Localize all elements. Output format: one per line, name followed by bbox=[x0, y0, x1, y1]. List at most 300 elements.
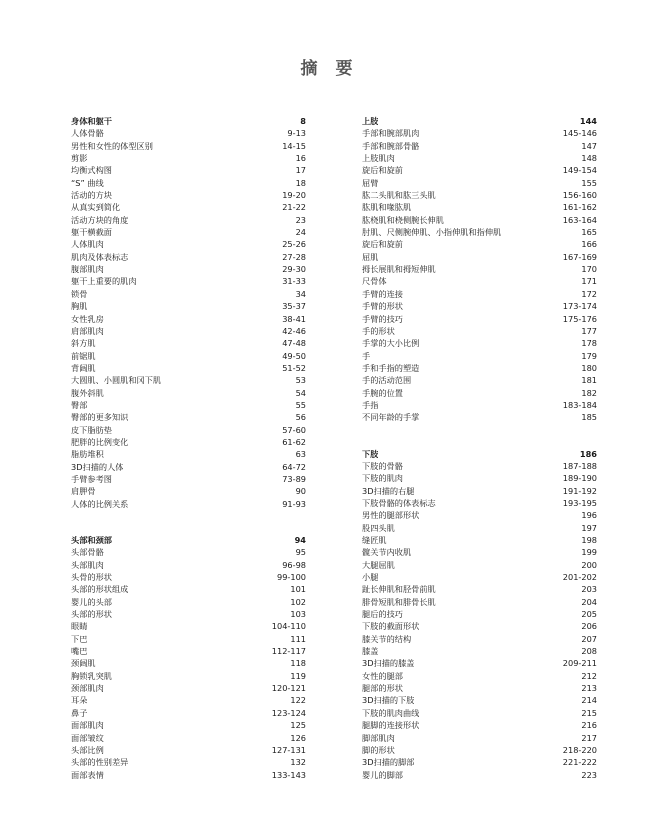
toc-entry[interactable] bbox=[362, 571, 597, 583]
toc-entry[interactable] bbox=[71, 473, 306, 485]
toc-entry[interactable] bbox=[362, 164, 597, 176]
toc-entry[interactable] bbox=[362, 337, 597, 349]
toc-entry-pages: 96-98 bbox=[282, 559, 306, 570]
toc-entry-pages: 16 bbox=[295, 153, 306, 164]
toc-entry[interactable] bbox=[362, 460, 597, 472]
toc-entry-pages: 119 bbox=[290, 670, 306, 681]
toc-entry-label: 眼睛 bbox=[71, 621, 88, 632]
toc-entry[interactable] bbox=[362, 189, 597, 201]
toc-entry[interactable] bbox=[71, 226, 306, 238]
toc-entry[interactable] bbox=[71, 411, 306, 423]
toc-heading-pages: 8 bbox=[300, 116, 306, 126]
toc-entry-pages: 221-222 bbox=[562, 757, 597, 768]
toc-entry[interactable] bbox=[71, 461, 306, 473]
toc-entry-pages: 47-48 bbox=[282, 338, 306, 349]
toc-entry[interactable] bbox=[71, 214, 306, 226]
toc-entry[interactable] bbox=[362, 719, 597, 731]
toc-heading-pages: 186 bbox=[579, 448, 597, 459]
toc-entry[interactable] bbox=[362, 559, 597, 571]
toc-entry-pages: 99-100 bbox=[276, 572, 306, 583]
toc-entry[interactable] bbox=[362, 177, 597, 189]
toc-entry-pages: 173-174 bbox=[562, 301, 597, 312]
toc-section bbox=[71, 115, 306, 510]
toc-section-heading[interactable] bbox=[362, 115, 597, 127]
toc-entry[interactable] bbox=[71, 744, 306, 756]
toc-entry[interactable] bbox=[362, 399, 597, 411]
toc-entry[interactable] bbox=[362, 583, 597, 595]
toc-entry-label: 人体的比例关系 bbox=[71, 498, 129, 509]
toc-entry-label: 腿后的技巧 bbox=[362, 609, 403, 620]
toc-entry-label: 3D扫描的人体 bbox=[71, 461, 124, 472]
toc-entry-pages: 175-176 bbox=[562, 313, 597, 324]
toc-entry-label: 头部的性别差异 bbox=[71, 757, 129, 768]
toc-entry-label: 3D扫描的下肢 bbox=[362, 695, 415, 706]
toc-entry-label: 耳朵 bbox=[71, 695, 88, 706]
toc-entry-label: 腹外斜肌 bbox=[71, 387, 104, 398]
toc-entry-pages: 201-202 bbox=[562, 572, 597, 583]
toc-entry[interactable] bbox=[362, 374, 597, 386]
toc-entry-pages: 145-146 bbox=[562, 128, 597, 139]
toc-entry-label: 活动的方块 bbox=[71, 190, 112, 201]
toc-entry[interactable] bbox=[71, 756, 306, 768]
toc-entry[interactable] bbox=[71, 251, 306, 263]
toc-entry-label: 颈阔肌 bbox=[71, 658, 96, 669]
toc-entry-pages: 27-28 bbox=[282, 251, 306, 262]
toc-entry-label: 婴儿的脚部 bbox=[362, 769, 403, 780]
toc-entry-label: 手臂的形状 bbox=[362, 301, 403, 312]
toc-entry[interactable] bbox=[362, 509, 597, 521]
toc-entry-label: 腹部肌肉 bbox=[71, 264, 104, 275]
toc-entry[interactable] bbox=[71, 164, 306, 176]
toc-entry-label: 下肢骨骼的体表标志 bbox=[362, 497, 436, 508]
toc-entry-label: 臀部 bbox=[71, 399, 88, 410]
toc-entry[interactable] bbox=[71, 485, 306, 497]
toc-entry-pages: 111 bbox=[290, 633, 306, 644]
toc-entry-label: 女性的腿部 bbox=[362, 670, 403, 681]
toc-entry-label: 头部的形状组成 bbox=[71, 584, 129, 595]
toc-entry[interactable] bbox=[71, 127, 306, 139]
toc-entry[interactable] bbox=[71, 177, 306, 189]
toc-entry-label: 面部表情 bbox=[71, 769, 104, 780]
toc-entry-pages: 127-131 bbox=[271, 744, 306, 755]
toc-entry[interactable] bbox=[71, 732, 306, 744]
toc-entry-label: 男性的腿部形状 bbox=[362, 510, 420, 521]
toc-entry-label: 3D扫描的膝盖 bbox=[362, 658, 415, 669]
toc-entry[interactable] bbox=[71, 152, 306, 164]
toc-entry[interactable] bbox=[362, 275, 597, 287]
toc-entry-label: 臀部的更多知识 bbox=[71, 412, 129, 423]
toc-entry[interactable] bbox=[362, 497, 597, 509]
toc-entry[interactable] bbox=[71, 313, 306, 325]
toc-entry[interactable] bbox=[362, 472, 597, 484]
toc-entry[interactable] bbox=[362, 350, 597, 362]
toc-entry-label: 下肢的肌肉曲线 bbox=[362, 707, 420, 718]
toc-entry-pages: 112-117 bbox=[271, 646, 306, 657]
toc-entry-pages: 55 bbox=[295, 399, 306, 410]
toc-entry[interactable] bbox=[362, 387, 597, 399]
toc-entry-pages: 123-124 bbox=[271, 707, 306, 718]
toc-entry-label: 人体骨骼 bbox=[71, 128, 104, 139]
toc-entry[interactable] bbox=[362, 546, 597, 558]
toc-heading-pages: 94 bbox=[294, 535, 306, 545]
toc-entry-pages: 204 bbox=[581, 596, 597, 607]
toc-entry-pages: 126 bbox=[290, 732, 306, 743]
toc-entry-pages: 163-164 bbox=[562, 214, 597, 225]
toc-entry[interactable] bbox=[71, 436, 306, 448]
toc-entry-pages: 133-143 bbox=[271, 769, 306, 780]
toc-entry-label: 手的形状 bbox=[362, 325, 395, 336]
toc-entry-pages: 178 bbox=[581, 338, 597, 349]
toc-entry-pages: 191-192 bbox=[562, 485, 597, 496]
toc-entry[interactable] bbox=[362, 140, 597, 152]
toc-entry-pages: 205 bbox=[581, 609, 597, 620]
toc-entry-label: 头部肌肉 bbox=[71, 559, 104, 570]
toc-entry-pages: 125 bbox=[290, 720, 306, 731]
toc-entry-pages: 155 bbox=[581, 177, 597, 188]
toc-entry[interactable] bbox=[362, 288, 597, 300]
toc-entry-label: 旋后和旋前 bbox=[362, 239, 403, 250]
toc-entry[interactable] bbox=[362, 263, 597, 275]
toc-entry-label: 手腕的位置 bbox=[362, 387, 403, 398]
toc-entry-label: 手和手指的塑造 bbox=[362, 362, 420, 373]
toc-heading-label: 身体和躯干 bbox=[71, 116, 112, 126]
toc-entry[interactable] bbox=[362, 707, 597, 719]
toc-entry-pages: 187-188 bbox=[562, 460, 597, 471]
toc-entry-pages: 56 bbox=[295, 412, 306, 423]
toc-entry-pages: 9-13 bbox=[287, 128, 306, 139]
toc-entry[interactable] bbox=[71, 263, 306, 275]
toc-entry-label: 手部和腕部骨骼 bbox=[362, 140, 420, 151]
toc-entry[interactable] bbox=[71, 238, 306, 250]
toc-entry-pages: 23 bbox=[295, 214, 306, 225]
toc-entry-label: 下肢的截面形状 bbox=[362, 621, 420, 632]
toc-entry-label: 剪影 bbox=[71, 153, 88, 164]
toc-entry-label: 屈臂 bbox=[362, 177, 379, 188]
toc-entry-label: 均衡式构图 bbox=[71, 165, 112, 176]
toc-entry-label: 缝匠肌 bbox=[362, 535, 387, 545]
toc-entry-label: 上肢肌肉 bbox=[362, 153, 395, 164]
toc-entry-pages: 148 bbox=[581, 153, 597, 164]
toc-entry-label: 头部骨骼 bbox=[71, 547, 104, 558]
toc-entry[interactable] bbox=[71, 559, 306, 571]
toc-entry[interactable] bbox=[71, 546, 306, 558]
toc-entry-label: 手的活动范围 bbox=[362, 375, 412, 386]
toc-entry-pages: 223 bbox=[581, 769, 597, 780]
toc-entry-pages: 218-220 bbox=[562, 744, 597, 755]
toc-entry-pages: 21-22 bbox=[282, 202, 306, 213]
toc-entry-label: 大腿屈肌 bbox=[362, 559, 395, 570]
toc-entry-label: 前锯肌 bbox=[71, 350, 96, 361]
toc-entry-label: 肱二头肌和肱三头肌 bbox=[362, 190, 436, 201]
toc-entry-pages: 200 bbox=[581, 559, 597, 570]
toc-entry[interactable] bbox=[71, 583, 306, 595]
toc-entry-label: 颈部肌肉 bbox=[71, 683, 104, 694]
toc-entry-label: 婴儿的头部 bbox=[71, 596, 112, 607]
toc-entry-label: 髋关节内收肌 bbox=[362, 547, 412, 558]
toc-entry-pages: 177 bbox=[581, 325, 597, 336]
toc-entry[interactable] bbox=[362, 620, 597, 632]
toc-entry[interactable] bbox=[362, 645, 597, 657]
toc-entry[interactable] bbox=[362, 694, 597, 706]
toc-entry[interactable] bbox=[71, 719, 306, 731]
toc-entry-label: 胸锁乳突肌 bbox=[71, 670, 112, 681]
toc-entry-label: 女性乳房 bbox=[71, 313, 104, 324]
toc-entry[interactable] bbox=[362, 485, 597, 497]
toc-entry-pages: 54 bbox=[295, 387, 306, 398]
toc-entry[interactable] bbox=[362, 325, 597, 337]
toc-entry[interactable] bbox=[71, 350, 306, 362]
toc-entry-pages: 90 bbox=[295, 486, 306, 497]
toc-section bbox=[71, 534, 306, 781]
toc-entry-pages: 120-121 bbox=[271, 683, 306, 694]
toc-entry-pages: 147 bbox=[581, 140, 597, 151]
toc-entry-pages: 104-110 bbox=[271, 621, 306, 632]
toc-entry[interactable] bbox=[71, 275, 306, 287]
toc-left-column bbox=[71, 115, 306, 781]
toc-entry-label: 手臂的技巧 bbox=[362, 313, 403, 324]
toc-entry-label: 头部比例 bbox=[71, 744, 104, 755]
toc-entry[interactable] bbox=[362, 127, 597, 139]
toc-entry-pages: 132 bbox=[290, 757, 306, 768]
toc-entry-pages: 57-60 bbox=[282, 424, 306, 435]
toc-entry[interactable] bbox=[71, 707, 306, 719]
toc-entry-label: 手指 bbox=[362, 399, 379, 410]
toc-entry-pages: 167-169 bbox=[562, 251, 597, 262]
toc-entry-pages: 198 bbox=[581, 535, 597, 545]
toc-entry[interactable] bbox=[362, 152, 597, 164]
page-title: 摘 要 bbox=[300, 59, 359, 79]
toc-entry-pages: 91-93 bbox=[282, 498, 306, 509]
toc-section bbox=[362, 448, 597, 781]
toc-entry-label: 皮下脂肪垫 bbox=[71, 424, 112, 435]
toc-heading-label: 头部和颈部 bbox=[71, 535, 112, 545]
toc-entry-pages: 213 bbox=[581, 683, 597, 694]
toc-entry-pages: 182 bbox=[581, 387, 597, 398]
toc-entry[interactable] bbox=[71, 189, 306, 201]
toc-entry[interactable] bbox=[362, 201, 597, 213]
toc-entry-label: 肩部肌肉 bbox=[71, 325, 104, 336]
toc-entry-label: 手 bbox=[362, 350, 371, 361]
toc-entry-label: 小腿 bbox=[362, 572, 379, 583]
toc-entry[interactable] bbox=[71, 608, 306, 620]
toc-entry[interactable] bbox=[362, 522, 597, 534]
toc-entry-pages: 53 bbox=[295, 375, 306, 386]
toc-entry-pages: 156-160 bbox=[562, 190, 597, 201]
toc-entry[interactable] bbox=[362, 214, 597, 226]
toc-entry-pages: 38-41 bbox=[282, 313, 306, 324]
toc-entry-label: 头骨的形状 bbox=[71, 572, 112, 583]
toc-right-column bbox=[362, 115, 597, 781]
toc-entry-pages: 171 bbox=[581, 276, 597, 287]
toc-entry-pages: 216 bbox=[581, 720, 597, 731]
toc-entry-pages: 214 bbox=[581, 695, 597, 706]
toc-entry[interactable] bbox=[362, 238, 597, 250]
toc-entry-label: 拇长展肌和拇短伸肌 bbox=[362, 264, 436, 275]
toc-entry-label: 鼻子 bbox=[71, 707, 88, 718]
toc-entry-pages: 170 bbox=[581, 264, 597, 275]
toc-entry-pages: 31-33 bbox=[282, 276, 306, 287]
toc-entry[interactable] bbox=[71, 140, 306, 152]
toc-entry-label: 腓骨短肌和腓骨长肌 bbox=[362, 596, 436, 607]
toc-entry[interactable] bbox=[362, 756, 597, 768]
toc-entry-label: 肘肌、尺侧腕伸肌、小指伸肌和指伸肌 bbox=[362, 227, 502, 238]
toc-entry-label: 男性和女性的体型区别 bbox=[71, 140, 153, 151]
toc-entry-label: 大圆肌、小圆肌和冈下肌 bbox=[71, 375, 162, 386]
toc-entry[interactable] bbox=[71, 694, 306, 706]
toc-entry-label: 肌肉及体表标志 bbox=[71, 251, 129, 262]
toc-entry-label: 下肢的肌肉 bbox=[362, 473, 403, 484]
toc-entry-label: 嘴巴 bbox=[71, 646, 88, 657]
toc-entry[interactable] bbox=[362, 670, 597, 682]
toc-entry-pages: 203 bbox=[581, 584, 597, 595]
toc-entry-pages: 189-190 bbox=[562, 473, 597, 484]
toc-entry[interactable] bbox=[362, 682, 597, 694]
toc-entry-pages: 49-50 bbox=[282, 350, 306, 361]
toc-entry[interactable] bbox=[71, 300, 306, 312]
toc-entry-pages: 181 bbox=[581, 375, 597, 386]
toc-entry[interactable] bbox=[71, 498, 306, 510]
toc-entry[interactable] bbox=[362, 313, 597, 325]
toc-entry-pages: 161-162 bbox=[562, 202, 597, 213]
toc-entry-pages: 149-154 bbox=[562, 165, 597, 176]
toc-entry-label: 从真实到简化 bbox=[71, 202, 121, 213]
toc-entry-pages: 34 bbox=[295, 288, 306, 299]
toc-entry[interactable] bbox=[71, 769, 306, 781]
toc-entry[interactable] bbox=[362, 744, 597, 756]
toc-entry-label: 尺骨体 bbox=[362, 276, 387, 287]
toc-entry[interactable] bbox=[362, 657, 597, 669]
toc-entry-label: 人体肌肉 bbox=[71, 239, 104, 250]
toc-entry[interactable] bbox=[71, 337, 306, 349]
toc-entry-pages: 63 bbox=[295, 449, 306, 460]
toc-entry[interactable] bbox=[71, 399, 306, 411]
toc-entry[interactable] bbox=[71, 325, 306, 337]
toc-entry-pages: 185 bbox=[581, 412, 597, 423]
toc-entry[interactable] bbox=[71, 645, 306, 657]
toc-entry-pages: 73-89 bbox=[282, 473, 306, 484]
toc-entry-pages: 102 bbox=[290, 596, 306, 607]
toc-entry-label: 躯干横截面 bbox=[71, 227, 112, 238]
toc-entry[interactable] bbox=[71, 374, 306, 386]
toc-entry[interactable] bbox=[362, 608, 597, 620]
toc-entry-pages: 25-26 bbox=[282, 239, 306, 250]
toc-entry-pages: 122 bbox=[290, 695, 306, 706]
toc-entry[interactable] bbox=[71, 596, 306, 608]
toc-entry[interactable] bbox=[362, 769, 597, 781]
toc-entry-label: 肱桡肌和桡侧腕长伸肌 bbox=[362, 214, 444, 225]
toc-entry-pages: 199 bbox=[581, 547, 597, 558]
toc-entry-label: 脂肪堆积 bbox=[71, 449, 104, 460]
toc-entry[interactable] bbox=[71, 620, 306, 632]
toc-entry-pages: 217 bbox=[581, 732, 597, 743]
toc-entry[interactable] bbox=[362, 226, 597, 238]
toc-entry-label: 手臂参考图 bbox=[71, 473, 112, 484]
toc-entry-label: 下肢的骨骼 bbox=[362, 460, 403, 471]
toc-entry-label: 锁骨 bbox=[71, 288, 88, 299]
toc-entry-pages: 42-46 bbox=[282, 325, 306, 336]
toc-entry[interactable] bbox=[362, 732, 597, 744]
section-gap bbox=[71, 510, 306, 534]
toc-entry-pages: 24 bbox=[295, 227, 306, 238]
toc-entry-pages: 51-52 bbox=[282, 362, 306, 373]
toc-entry[interactable] bbox=[71, 657, 306, 669]
toc-entry-label: 背阔肌 bbox=[71, 362, 96, 373]
toc-entry-pages: 103 bbox=[290, 609, 306, 620]
toc-entry[interactable] bbox=[362, 251, 597, 263]
toc-entry-label: 面部肌肉 bbox=[71, 720, 104, 731]
toc-entry[interactable] bbox=[71, 362, 306, 374]
toc-entry-label: 3D扫描的脚部 bbox=[362, 757, 415, 768]
toc-entry-pages: 180 bbox=[581, 362, 597, 373]
toc-entry-pages: 17 bbox=[295, 165, 306, 176]
toc-entry-pages: 206 bbox=[581, 621, 597, 632]
toc-heading-label: 上肢 bbox=[362, 116, 379, 126]
toc-entry-pages: 183-184 bbox=[562, 399, 597, 410]
toc-section-heading[interactable] bbox=[71, 115, 306, 127]
toc-entry-pages: 118 bbox=[290, 658, 306, 669]
toc-entry-pages: 18 bbox=[295, 177, 306, 188]
toc-entry-label: 手掌的大小比例 bbox=[362, 338, 420, 349]
toc-entry[interactable] bbox=[362, 362, 597, 374]
toc-entry[interactable] bbox=[71, 633, 306, 645]
toc-entry[interactable] bbox=[71, 682, 306, 694]
toc-entry-pages: 179 bbox=[581, 350, 597, 361]
toc-entry-label: “S” 曲线 bbox=[71, 177, 104, 188]
toc-entry-label: 面部皱纹 bbox=[71, 732, 104, 743]
toc-section-heading[interactable] bbox=[362, 448, 597, 460]
toc-entry-label: 胸肌 bbox=[71, 301, 88, 312]
toc-entry-pages: 165 bbox=[581, 227, 597, 238]
toc-heading-pages: 144 bbox=[579, 116, 597, 126]
toc-entry-pages: 215 bbox=[581, 707, 597, 718]
toc-entry[interactable] bbox=[362, 534, 597, 546]
toc-entry-label: 躯干上重要的肌肉 bbox=[71, 276, 137, 287]
toc-entry[interactable] bbox=[71, 571, 306, 583]
toc-entry-label: 肥胖的比例变化 bbox=[71, 436, 129, 447]
toc-entry-pages: 193-195 bbox=[562, 497, 597, 508]
toc-entry-pages: 172 bbox=[581, 288, 597, 299]
toc-entry[interactable] bbox=[71, 387, 306, 399]
toc-entry-label: 脚部肌肉 bbox=[362, 732, 395, 743]
toc-entry-pages: 207 bbox=[581, 633, 597, 644]
toc-entry[interactable] bbox=[71, 288, 306, 300]
toc-entry[interactable] bbox=[71, 424, 306, 436]
toc-entry[interactable] bbox=[362, 596, 597, 608]
toc-entry[interactable] bbox=[71, 448, 306, 460]
toc-entry-label: 腿脚的连接形状 bbox=[362, 720, 420, 731]
toc-entry-pages: 196 bbox=[581, 510, 597, 521]
section-gap bbox=[362, 424, 597, 448]
toc-entry-label: 不同年龄的手掌 bbox=[362, 412, 420, 423]
toc-entry-label: 旋后和旋前 bbox=[362, 165, 403, 176]
toc-entry[interactable] bbox=[362, 633, 597, 645]
toc-section-heading[interactable] bbox=[71, 534, 306, 546]
toc-entry[interactable] bbox=[71, 201, 306, 213]
toc-entry-label: 肩胛骨 bbox=[71, 486, 96, 497]
toc-entry-pages: 61-62 bbox=[282, 436, 306, 447]
toc-entry[interactable] bbox=[362, 411, 597, 423]
toc-entry-pages: 212 bbox=[581, 670, 597, 681]
toc-entry-label: 手臂的连接 bbox=[362, 288, 403, 299]
toc-entry-label: 下巴 bbox=[71, 633, 88, 644]
toc-entry-pages: 209-211 bbox=[562, 658, 597, 669]
toc-entry[interactable] bbox=[71, 670, 306, 682]
toc-entry[interactable] bbox=[362, 300, 597, 312]
toc-entry-pages: 208 bbox=[581, 646, 597, 657]
toc-section bbox=[362, 115, 597, 424]
toc-entry-label: 肱肌和喙肱肌 bbox=[362, 202, 412, 213]
toc-entry-label: 头部的形状 bbox=[71, 609, 112, 620]
